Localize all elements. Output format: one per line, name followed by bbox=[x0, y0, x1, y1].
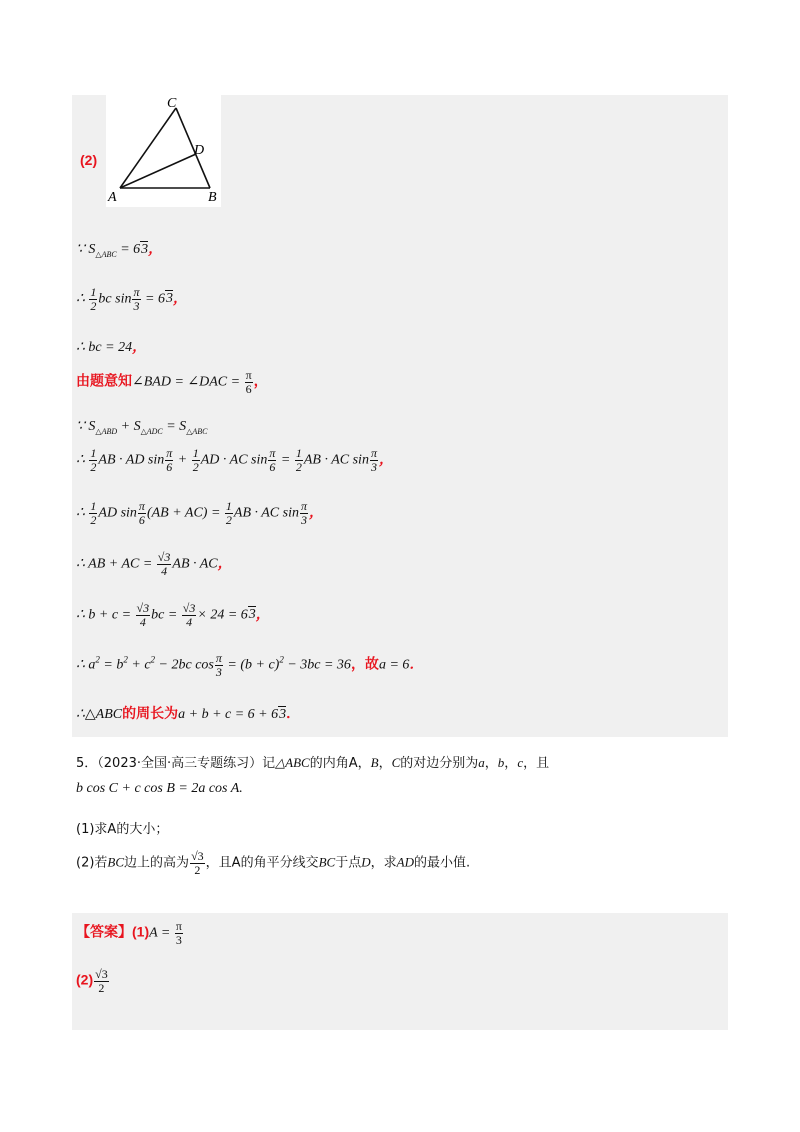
problem-5-statement: 5．（2023·全国·高三专题练习）记△ABC的内角A，B，C的对边分别为a，b，c，且 bbox=[76, 755, 550, 771]
answer-line-2: (2) $\frac{√3}{2}$ bbox=[76, 967, 108, 995]
solution-line-10: ∴ $a^2 = b^2 + c^2 - 2bc$ cos $\frac{\pi}{3}$ = $(b + c)^2 - 3bc = 36$，故a = 6． bbox=[76, 651, 424, 679]
solution-line-11: ∴△ABC的周长为a + b + c = 6 + 63． bbox=[76, 705, 301, 722]
question-1: (1)求A的大小； bbox=[76, 822, 169, 837]
question-2: (2)若BC边上的高为 $\frac{√3}{2}$ ，且A的角平分线交BC于点D，求AD的最小值. bbox=[76, 849, 471, 877]
solution-line-4: 由题意知∠BAD = ∠DAC = $\frac{\pi}{6}$ ， bbox=[76, 368, 268, 396]
solution-line-2: ∴ $\frac{1}{2}$ bc sin $\frac{\pi}{3}$ = 63， bbox=[76, 285, 187, 313]
part-2-label: (2) bbox=[80, 152, 98, 168]
solution-line-6: ∴ $\frac{1}{2}$ AB · AD sin $\frac{\pi}{6}$ + $\frac{1}{2}$ AD · AC sin $\frac{\pi}{6}$ = $\frac{1}{2}$ AB · AC sin $\frac{\pi}{3}$ ， bbox=[76, 446, 393, 474]
problem-5-condition: b cos C + c cos B = 2a cos A. bbox=[76, 781, 243, 796]
triangle-figure bbox=[106, 95, 221, 207]
solution-line-3: ∴ bc = 24， bbox=[76, 338, 147, 355]
solution-line-7: ∴ $\frac{1}{2}$ AD sin $\frac{\pi}{6}$ (AB + AC) = $\frac{1}{2}$ AB · AC sin $\frac{\pi}{3}$ ， bbox=[76, 499, 323, 527]
side-cb bbox=[176, 108, 210, 188]
vertex-label-a: A bbox=[108, 190, 117, 205]
vertex-label-c: C bbox=[167, 96, 177, 111]
fraction-half: $\frac{1}{2}$ bbox=[90, 285, 97, 313]
solution-line-1: ∵ $S_{\triangle ABC} = 63$， bbox=[76, 240, 163, 259]
vertex-label-d: D bbox=[194, 143, 205, 158]
vertex-label-b: B bbox=[208, 190, 217, 205]
solution-line-9: ∴ b + c = $\frac{√3}{4}$ bc = $\frac{√3}{4}$ × 24 = 63， bbox=[76, 601, 270, 629]
fraction-pi-3: $\frac{\pi}{3}$ bbox=[133, 285, 140, 313]
solution-line-8: ∴ AB + AC = $\frac{√3}{4}$ AB · AC， bbox=[76, 550, 232, 578]
answer-line-1: 【答案】(1)A = $\frac{\pi}{3}$ bbox=[76, 919, 182, 947]
solution-line-5: ∵ $S_{\triangle ABD} + S_{\triangle ADC} = S_{\triangle ABC}$ bbox=[76, 419, 208, 436]
